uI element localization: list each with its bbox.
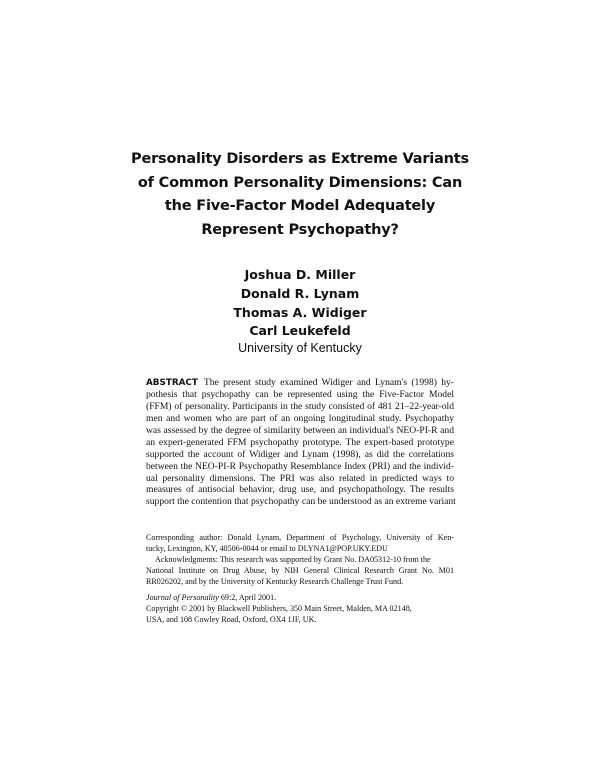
abstract-line: measures of antisocial behavior, drug use, and psychopathology. The results: [146, 484, 454, 496]
journal-issue: 69:2, April 2001.: [218, 593, 277, 603]
title-line: of Common Personality Dimensions: Can: [137, 174, 463, 191]
abstract-line: ual personality dimensions. The PRI was also related in predicted ways to: [146, 472, 454, 484]
abstract-line: between the NEO-PI-R Psychopathy Resemblance Index (PRI) and the individ-: [146, 460, 454, 472]
author-list: [140, 266, 460, 341]
abstract-line: men and women who are part of an ongoing longitudinal study. Psychopathy: [146, 412, 454, 424]
journal-name: Journal of Personality: [146, 593, 219, 603]
author-name: Joshua D. Miller: [244, 267, 356, 282]
title-line: Represent Psychopathy?: [201, 221, 399, 238]
title-line: Personality Disorders as Extreme Variants: [131, 151, 469, 167]
abstract-line: pothesis that psychopathy can be represented using the Five-Factor Model: [146, 388, 454, 400]
acknowledgments-line: RR026202, and by the University of Kentucky Research Challenge Trust Fund.: [146, 576, 404, 586]
title-line: the Five-Factor Model Adequately: [164, 198, 436, 215]
abstract-label: ABSTRACT: [146, 378, 198, 388]
author-name: Donald R. Lynam: [240, 285, 360, 301]
abstract-line: supported the account of Widiger and Lynam (1998), as did the correlations: [146, 448, 454, 460]
abstract-line: was assessed by the degree of similarity between an individual's NEO-PI-R and: [146, 424, 454, 436]
article-title: [100, 148, 500, 242]
abstract-line: ABSTRACT The present study examined Widiger and Lynam's (1998) hy-: [146, 377, 454, 388]
copyright-line: USA, and 108 Cowley Road, Oxford, OX4 1JF, UK.: [146, 615, 317, 625]
abstract-line: (FFM) of personality. Participants in the study consisted of 481 21–22-year-old: [146, 400, 454, 412]
abstract-line: an expert-generated FFM psychopathy prototype. The expert-based prototype: [146, 436, 454, 448]
acknowledgments-line: Acknowledgments: This research was supported by Grant No. DA05312-10 from the: [155, 554, 431, 564]
acknowledgments-line: National Institute on Drug Abuse, by NIH General Clinical Research Grant No. M01: [146, 565, 454, 575]
affiliation: University of Kentucky: [238, 341, 362, 355]
author-name: Thomas A. Widiger: [233, 304, 367, 320]
abstract-line: support the contention that psychopathy can be understood as an extreme variant: [146, 496, 456, 508]
journal-citation: [146, 593, 454, 604]
abstract: [146, 377, 454, 508]
author-name: Carl Leukefeld: [249, 323, 351, 339]
correspondence-line: tucky, Lexington, KY, 40506-0044 or email to DLYNA1@POP.UKY.EDU: [146, 543, 388, 553]
correspondence-line: Corresponding author: Donald Lynam, Department of Psychology, University of Ken-: [146, 533, 454, 542]
first-page-footnote: [146, 533, 454, 626]
copyright-line: Copyright © 2001 by Blackwell Publishers, 350 Main Street, Malden, MA 02148,: [146, 604, 412, 614]
